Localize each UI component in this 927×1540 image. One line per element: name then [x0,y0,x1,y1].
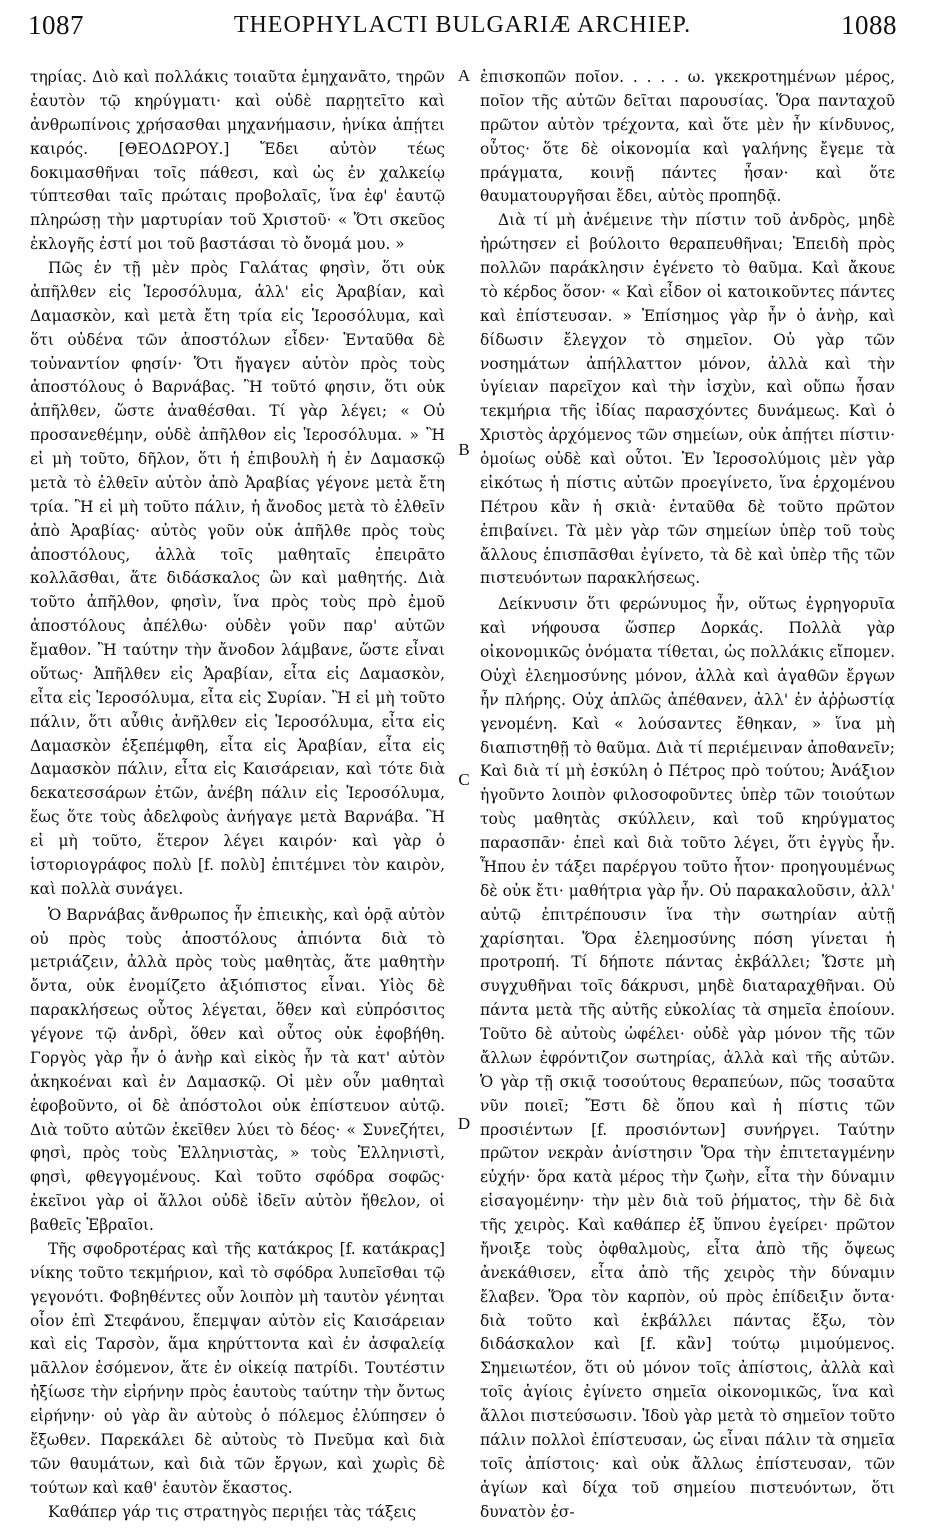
paragraph: Δείκνυσιν ὅτι φερώνυμος ἦν, οὕτως ἐγρηγορυῖα καὶ νήφουσα ὥσπερ Δορκάς. Πολλὰ γὰρ οἰκονομικῶς ὀνόματα τίθεται, ὡς πολλάκις εἴπομεν. Οὐχὶ ἐλεημοσύνης μόνον, ἀλλὰ καὶ ἀγαθῶν ἔργων ἦν πλήρης. Οὐχ ἁπλῶς ἀπέθανεν, ἀλλ' ἐν ἀῤῥωστίᾳ γενομένη. Καὶ « λούσαντες ἔθηκαν, » ἵνα μὴ διαπιστηθῇ τὸ θαῦμα. Διὰ τί περιέμειναν ἀποθανεῖν; Καὶ διὰ τί μὴ ἐσκύλη ὁ Πέτρος πρὸ τούτου; Ἀνάξιον ἡγοῦντο λοιπὸν φιλοσοφοῦντες ὑπὲρ τῶν τοιούτων τοὺς μαθητὰς σκύλλειν, καὶ τοῦ κηρύγματος παρασπᾶν· ἐπεὶ καὶ διὰ τοῦτο λέγει, ὅτι ἐγγὺς ἦν. Ἦπου ἐν τάξει παρέργου τοῦτο ἧτον· προηγουμένως δὲ οὐκ ἔτι· μαθήτρια γὰρ ἦν. Οὐ παρακαλοῦσιν, ἀλλ' αὐτῷ ἐπιτρέπουσιν ἵνα τὴν σωτηρίαν αὐτῇ χαρίσηται. Ὅρα ἐλεημοσύνης πόση γίνεται ἡ προτροπή. Τί δήποτε πάντας ἐκβάλλει; Ὥστε μὴ συγχυθῆναι τοῖς δάκρυσι, μηδὲ διαταραχθῆναι. Οὐ πάντα μετὰ τῆς αὐτῆς εὐκολίας τὰ σημεῖα ἐποίουν. Τοῦτο δὲ αὐτοὺς ὠφέλει· οὐδὲ γὰρ μόνον τῆς τῶν ἄλλων ἐφρόντιζον σωτηρίας, ἀλλὰ καὶ τῆς αὐτῶν. Ὁ γὰρ τῇ σκιᾷ τοσούτους θεραπεύων, πῶς τοσαῦτα νῦν ποιεῖ; Ἔστι δὲ ὅπου καὶ ἡ πίστις τῶν προσιέντων [f. προσιόντων] συνήργει. Ταύτην πρῶτον νεκρὰν ἀνίστησιν Ὅρα τὴν ἐπιτεταγμένην εὐχήν· ὅρα κατὰ μέρος τὴν ζωὴν, εἶτα τὴν δύναμιν εἰσαγομένην· τὴν μὲν διὰ τοῦ ῥήματος, τὴν δὲ διὰ τῆς χειρὸς. Καὶ καθάπερ ἐξ ὕπνου ἐγείρει· πρῶτον ἤνοιξε τοὺς ὀφθαλμοὺς, εἶτα ἀπὸ τῆς ὄψεως ἀνεκάθισεν, εἶτα ἀπὸ τῆς χειρὸς τὴν δύναμιν ἔλαβεν. Ὅρα τὸν καρπὸν, οὐ πρὸς ἐπίδειξιν ὄντα· διὰ τοῦτο καὶ ἐκβάλλει πάντας ἔξω, τὸν διδάσκαλον καὶ [f. κἂν] τούτῳ μιμούμενος. Σημειωτέον, ὅτι οὐ μόνον τοῖς ἀπίστοις, ἀλλὰ καὶ τοῖς ἁγίοις ἐγίνετο σημεῖα οἰκονομικῶς, ἵνα καὶ ἄλλοι πιστεύσωσιν. Ἰδοὺ γὰρ μετὰ τὸ σημεῖον τοῦτο πάλιν πολλοὶ ἐπίστευσαν, ὡς εἶναι πάλιν τὰ σημεῖα τοῖς ἀπίστοις· καὶ οὐκ ἄλλως ἐπίστευσαν, τῶν ἁγίων καὶ δίχα τοῦ σημείου πιστευόντων, ὅτι δυνατὸν ἐσ- [480,595,895,1521]
paragraph: τηρίας. Διὸ καὶ πολλάκις τοιαῦτα ἐμηχανᾶτο, τηρῶν ἑαυτὸν τῷ κηρύγματι· καὶ οὐδὲ παρῃτεῖτο καὶ ἀνθρωπίνοις χρήσασθαι μηχανήμασιν, ἡνίκα ἀπῄτει καιρός. [ΘΕΟΔΩΡΟΥ.] Ἔδει αὐτὸν τέως δοκιμασθῆναι τοῖς πάθεσι, καὶ ὡς ἐν χαλκείῳ τύπτεσθαι ταῖς πρώταις προβολαῖς, ἵνα ἐφ' ἑαυτῷ πληρώσῃ τὴν μαρτυρίαν τοῦ Χριστοῦ· « Ὅτι σκεῦος ἐκλογῆς ἐστί μοι τοῦ βαστάσαι τὸ ὄνομά μου. » [30,68,445,254]
page-number-right: 1088 [841,10,897,40]
margin-letter-a: A [457,66,471,85]
left-column [30,66,445,1524]
running-title: THEOPHYLACTI BULGARIÆ ARCHIEP. [233,12,692,38]
margin-letter-d: D [457,1114,471,1133]
paragraph: Ὁ Βαρνάβας ἄνθρωπος ἦν ἐπιεικὴς, καὶ ὁρᾷ αὐτὸν οὐ πρὸς τοὺς ἀποστόλους ἀπιόντα διὰ τὸ μετριάζειν, ἀλλὰ πρὸς τοὺς μαθητὰς, ἅτε μαθητὴν ὄντα, οὐκ ἐνομίζετο ἀξιόπιστος εἶναι. Υἱὸς δὲ παρακλήσεως οὗτος λέγεται, ὅθεν καὶ εὐπρόσιτος γέγονε τῷ ἀνδρὶ, ὅθεν καὶ οὗτος οὐκ ἐφοβήθη. Γοργὸς γὰρ ἦν ὁ ἀνὴρ καὶ εἰκὸς ἦν τὰ κατ' αὐτὸν ἀκηκοέναι καὶ ἐν Δαμασκῷ. Οἱ μὲν οὖν μαθηταὶ ἐφοβοῦντο, οἱ δὲ ἀπόστολοι οὐκ ἐπίστευον αὐτῷ. Διὰ τοῦτο αὐτῶν ἐκεῖθεν λύει τὸ δέος· « Συνεζήτει, φησὶ, πρὸς τοὺς Ἑλληνιστὰς, » τοὺς Ἑλληνιστὶ, φησὶ, φθεγγομένους. Καὶ τοῦτο σφόδρα σοφῶς· ἐκεῖνοι γὰρ οἱ ἄλλοι οὐδὲ ἰδεῖν αὐτὸν ἤθελον, οἱ βαθεῖς Ἑβραῖοι. [30,905,445,1234]
margin-letter-b: B [458,440,470,459]
right-column [480,66,895,1524]
paragraph: Διὰ τί μὴ ἀνέμεινε τὴν πίστιν τοῦ ἀνδρὸς, μηδὲ ἠρώτησεν εἰ βούλοιτο θεραπευθῆναι; Ἐπειδὴ πρὸς πολλῶν παράκλησιν ἐγένετο τὸ θαῦμα. Καὶ ἄκουε τὸ κέρδος ὅσον· « Καὶ εἶδον οἱ κατοικοῦντες πάντες καὶ ἐπίστευσαν. » Ἐπίσημος γὰρ ἦν ὁ ἀνὴρ, καὶ δίδωσιν ἔλεγχον τὸ σημεῖον. Οὐ γὰρ τῶν νοσημάτων ἀπήλλαττον μόνον, ἀλλὰ καὶ τὴν ὑγίειαν παρεῖχον καὶ τὴν ἰσχὺν, καὶ οὔπω ἦσαν τεκμήρια τῆς ἰδίας παρασχόντες δυνάμεως. Καὶ ὁ Χριστὸς ἀρχόμενος τῶν σημείων, οὐκ ἀπῄτει πίστιν· ὁμοίως οὐδὲ καὶ οὗτοι. Ἐν Ἱεροσολύμοις μὲν γὰρ εἰκότως ἡ πίστις αὐτῶν προεγίνετο, ἵνα ἐρχομένου Πέτρου κἂν ἡ σκιὰ· ἐνταῦθα δὲ τοῦτο πρῶτον ἐπιβαίνει. Τὰ μὲν γὰρ τῶν σημείων ὑπὲρ τοῦ τοὺς ἄλλους ἐπισπᾶσθαι ἐγίνετο, τὰ δὲ καὶ ὑπὲρ τῆς τῶν πιστευόντων παρακλήσεως. [480,211,895,588]
page-header [28,10,897,44]
page-number-left: 1087 [28,10,84,40]
paragraph: Πῶς ἐν τῇ μὲν πρὸς Γαλάτας φησὶν, ὅτι οὐκ ἀπῆλθεν εἰς Ἱεροσόλυμα, ἀλλ' εἰς Ἀραβίαν, καὶ Δαμασκὸν, καὶ μετὰ ἔτη τρία εἰς Ἱεροσόλυμα, καὶ ὅτι οὐδένα τῶν ἀποστόλων εἶδεν· Ἐνταῦθα δὲ τοὐναντίον φησίν· Ὅτι ἤγαγεν αὐτὸν πρὸς τοὺς ἀποστόλους ὁ Βαρνάβας. Ἢ τοῦτό φησιν, ὅτι οὐκ ἀπῆλθεν, ὥστε ἀναθέσθαι. Τί γὰρ λέγει; « Οὐ προσανεθέμην, οὐδὲ ἀπῆλθον εἰς Ἱεροσόλυμα. » Ἢ εἰ μὴ τοῦτο, δῆλον, ὅτι ἡ ἐπιβουλὴ ἡ ἐν Δαμασκῷ μετὰ τὸ ἐλθεῖν αὐτὸν ἀπὸ Ἀραβίας γέγονε μετὰ ἔτη τρία. Ἢ εἰ μὴ τοῦτο πάλιν, ἡ ἄνοδος μετὰ τὸ ἐλθεῖν ἀπὸ Ἀραβίας· αὐτὸς γοῦν οὐκ ἀπῆλθε πρὸς τοὺς ἀποστόλους, ἀλλὰ τοῖς μαθηταῖς ἐπειρᾶτο κολλᾶσθαι, ἅτε διδάσκαλος ὢν καὶ μαθητής. Διὰ τοῦτο ἀπῆλθον, φησὶν, ἵνα πρὸς τοὺς πρὸ ἐμοῦ ἀποστόλους ἀπέλθω· οὐδὲν γοῦν παρ' αὐτῶν ἔμαθον. Ἢ ταύτην τὴν ἄνοδον λάμβανε, ὥστε εἶναι οὕτως· Ἀπῆλθεν εἰς Ἀραβίαν, εἶτα εἰς Δαμασκὸν, εἶτα εἰς Ἱεροσόλυμα, εἶτα εἰς Συρίαν. Ἢ εἰ μὴ τοῦτο πάλιν, ὅτι αὖθις ἀνῆλθεν εἰς Ἱεροσόλυμα, εἶτα εἰς Δαμασκὸν ἐξεπέμφθη, εἶτα εἰς Ἀραβίαν, εἶτα εἰς Δαμασκὸν πάλιν, εἶτα εἰς Καισάρειαν, καὶ τότε διὰ δεκατεσσάρων ἐτῶν, ἀνέβη πάλιν εἰς Ἱεροσόλυμα, ἕως ὅτε τοὺς ἀδελφοὺς ἀνήγαγε μετὰ Βαρνάβα. Ἢ εἰ μὴ τοῦτο, ἕτερον λέγει καιρόν· καὶ γὰρ ὁ ἱστοριογράφος πολὺ [f. πολὺ] ἐπιτέμνει τὸν καιρὸν, καὶ πολλὰ συνάγει. [30,259,445,898]
margin-letter-c: C [458,770,470,789]
paragraph: ἐπισκοπῶν ποῖον. . . . . ω. γκεκροτημένων μέρος, ποῖον τῆς αὐτῶν δεῖται παρουσίας. Ὅρα πανταχοῦ πρῶτον αὐτὸν τρέχοντα, καὶ ὅτε μὲν ἦν κίνδυνος, οὗτος· ὅτε δὲ οἰκονομία καὶ γαλήνης ἔγεμε τὰ πράγματα, κοινῇ πάντες ἦσαν· καὶ ὅτε θαυματουργῆσαι ἔδει, αὐτὸς προπηδᾷ. [480,68,895,206]
paragraph: Τῆς σφοδροτέρας καὶ τῆς κατάκρος [f. κατάκρας] νίκης τοῦτο τεκμήριον, καὶ τὸ σφόδρα λυπεῖσθαι τῷ γεγονότι. Φοβηθέντες οὖν λοιπὸν μὴ ταυτὸν γένηται οἷον ἐπὶ Στεφάνου, ἔπεμψαν αὐτὸν εἰς Καισάρειαν καὶ εἰς Ταρσὸν, ἅμα κηρύττοντα καὶ ἐν ἀσφαλείᾳ μᾶλλον ἐσόμενον, ἅτε ἐν οἰκείᾳ πατρίδι. Τουτέστιν ἠξίωσε τὴν εἰρήνην πρὸς ἑαυτοὺς ταύτην τὴν ὄντως εἰρήνην· οὐ γὰρ ἂν αὐτοὺς ὁ πόλεμος ἐλύπησεν ὁ ἔξωθεν. Παρεκάλει δὲ αὐτοὺς τὸ Πνεῦμα καὶ διὰ τῶν θαυμάτων, καὶ διὰ τῶν ἔργων, καὶ χωρὶς δὲ τούτων καὶ καθ' ἑαυτὸν ἕκαστος. [30,1239,445,1497]
paragraph: Καθάπερ γάρ τις στρατηγὸς περιῄει τὰς τάξεις [48,1502,417,1521]
